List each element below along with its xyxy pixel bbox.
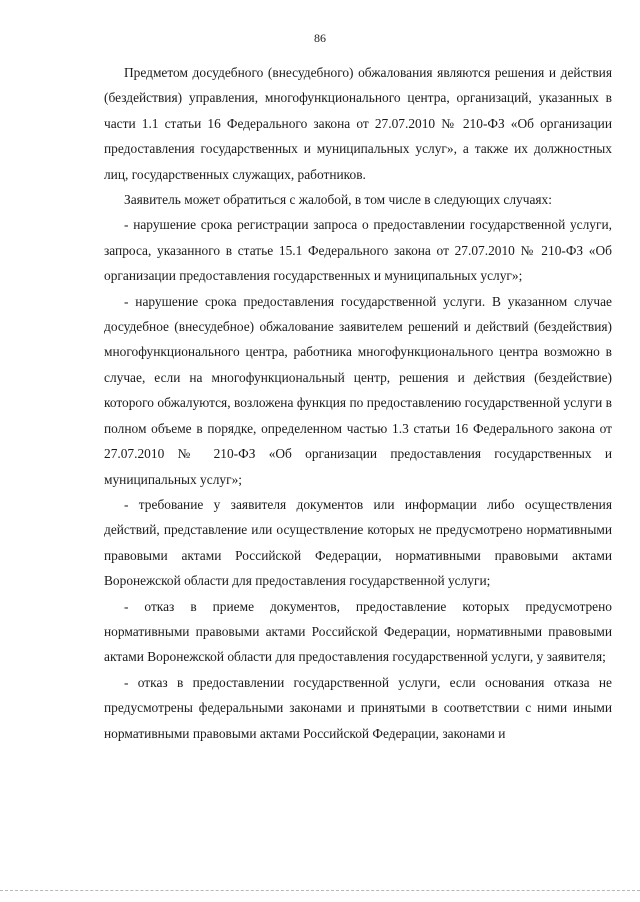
page-bottom-edge xyxy=(0,890,640,891)
paragraph-subject-of-appeal: Предметом досудебного (внесудебного) обжалования являются решения и действия (бездействия) управления, многофункционального центра, организаций, указанных в части 1.1 статьи 16 Федерального закона от 27.07.2010 № 210-ФЗ «Об организации предоставления государственных и муниципальных услуг», а также их должностных лиц, государственных служащих, работников. xyxy=(104,65,612,182)
paragraph-refusal-of-service: - отказ в предоставлении государственной услуги, если основания отказа не предусмотрены федеральными законами и принятыми в соответствии с ними иными нормативными правовыми актами Российской Федерации, законами и xyxy=(104,674,612,741)
paragraph-refusal-to-accept: - отказ в приеме документов, предоставление которых предусмотрено нормативными правовыми актами Российской Федерации, нормативными правовыми актами Воронежской области для предоставления государственной услуги, у заявителя; xyxy=(104,598,612,665)
paragraph-document-requirement: - требование у заявителя документов или информации либо осуществления действий, представление или осуществление которых не предусмотрено нормативными правовыми актами Российской Федерации, нормативными правовыми актами Воронежской области для предоставления государственной услуги; xyxy=(104,496,612,589)
paragraph-complaint-cases-intro: Заявитель может обратиться с жалобой, в том числе в следующих случаях: xyxy=(124,192,552,208)
paragraph-registration-deadline: - нарушение срока регистрации запроса о предоставлении государственной услуги, запроса, указанного в статье 15.1 Федерального закона от 27.07.2010 № 210-ФЗ «Об организации предоставления государственных и муниципальных услуг»; xyxy=(104,217,612,284)
document-body xyxy=(104,60,612,746)
page-number: 86 xyxy=(314,31,326,45)
paragraph-service-deadline: - нарушение срока предоставления государственной услуги. В указанном случае досудебное (внесудебное) обжалование заявителем решений и действий (бездействия) многофункционального центра, работника многофункционального центра возможно в случае, если на многофункциональный центр, решения и действия (бездействие) которого обжалуются, возложена функция по предоставлению государственной услуги в полном объеме в порядке, определенном частью 1.3 статьи 16 Федерального закона от 27.07.2010 № 210-ФЗ «Об организации предоставления государственных и муниципальных услуг»; xyxy=(104,293,612,487)
